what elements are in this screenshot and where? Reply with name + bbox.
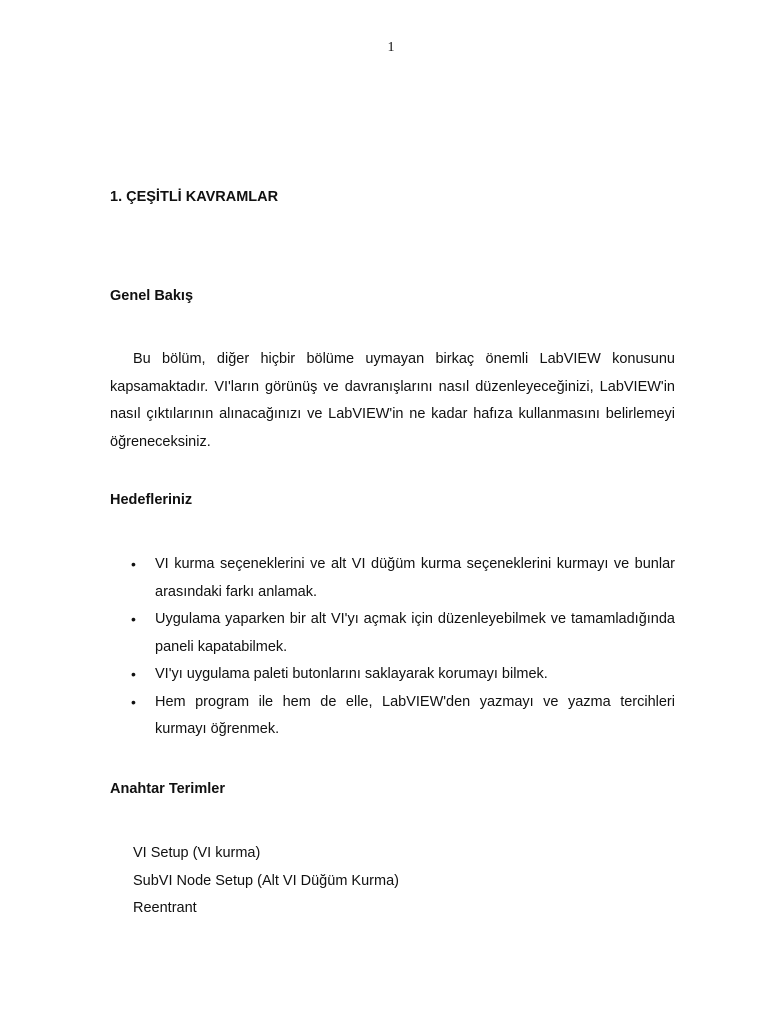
goals-heading: Hedefleriniz — [110, 492, 193, 508]
overview-heading: Genel Bakış — [110, 288, 194, 304]
goal-item — [110, 689, 675, 744]
overview-paragraph: Bu bölüm, diğer hiçbir bölüme uymayan birkaç önemli LabVIEW konusunu kapsamaktadır. VI'ların görünüş ve davranışlarını nasıl düzenleyeceğinizi, LabVIEW'in nasıl çıktılarının alınacağınızı ve LabVIEW'in ne kadar hafıza kullanmasını belirlemeyi öğreneceksiniz. — [110, 351, 675, 450]
bullet-icon: • — [131, 666, 136, 682]
key-term-item: Reentrant — [133, 900, 197, 916]
goal-text: VI'yı uygulama paleti butonlarını saklayarak korumayı bilmek. — [155, 666, 548, 682]
bullet-icon: • — [131, 693, 136, 710]
key-term-item: SubVI Node Setup (Alt VI Düğüm Kurma) — [133, 872, 399, 889]
key-terms-heading: Anahtar Terimler — [110, 781, 225, 797]
goal-text: Hem program ile hem de elle, LabVIEW'den yazmayı ve yazma tercihleri kurmayı öğrenmek. — [155, 693, 675, 737]
bullet-icon: • — [131, 556, 136, 572]
page-number: 1 — [387, 40, 395, 55]
key-term-item: VI Setup (VI kurma) — [133, 845, 261, 861]
goal-item — [110, 606, 675, 661]
chapter-title: 1. ÇEŞİTLİ KAVRAMLAR — [110, 189, 279, 205]
goal-text: VI kurma seçeneklerini ve alt VI düğüm kurma seçeneklerini kurmayı ve bunlar arasındaki farkı anlamak. — [155, 556, 675, 600]
goal-item — [110, 661, 675, 689]
goal-text: Uygulama yaparken bir alt VI'yı açmak için düzenleyebilmek ve tamamladığında paneli kapatabilmek. — [155, 611, 675, 655]
key-terms-list — [133, 840, 399, 923]
goals-list — [110, 551, 675, 744]
bullet-icon: • — [131, 611, 136, 627]
goal-item — [110, 551, 675, 606]
